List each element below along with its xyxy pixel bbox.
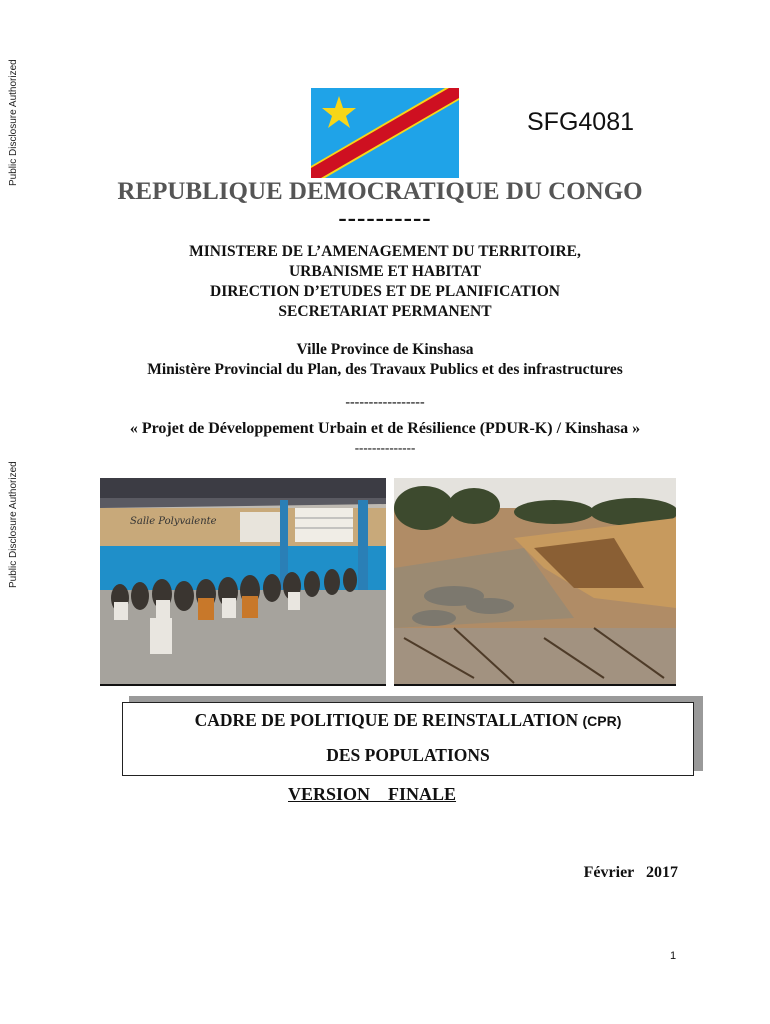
drc-flag-icon bbox=[311, 88, 459, 178]
erosion-gully-photo-icon bbox=[394, 478, 676, 686]
separator: ----------------- bbox=[345, 395, 425, 410]
document-date: Février 2017 bbox=[583, 864, 678, 881]
province-block bbox=[0, 340, 770, 380]
ministry-line: MINISTERE DE L’AMENAGEMENT DU TERRITOIRE, bbox=[189, 243, 581, 260]
ministry-line: DIRECTION D’ETUDES ET DE PLANIFICATION bbox=[210, 283, 560, 300]
version-label: VERSION FINALE bbox=[288, 784, 457, 804]
ministry-line: URBANISME ET HABITAT bbox=[288, 263, 482, 280]
separator: -------------- bbox=[354, 440, 416, 455]
page-number: 1 bbox=[670, 950, 677, 962]
title-acronym: (CPR) bbox=[582, 713, 622, 729]
community-meeting-photo-icon bbox=[100, 478, 386, 686]
province-line: Ville Province de Kinshasa bbox=[296, 341, 474, 358]
project-title: « Projet de Développement Urbain et de Résilience (PDUR-K) / Kinshasa » bbox=[129, 420, 641, 437]
wall-sign: Salle Polyvalente bbox=[130, 516, 217, 527]
disclosure-label-middle: Public Disclosure Authorized bbox=[8, 461, 19, 588]
separator: ---------- bbox=[338, 205, 432, 232]
title-box bbox=[122, 702, 694, 776]
title-main: CADRE DE POLITIQUE DE REINSTALLATION bbox=[194, 710, 579, 730]
ministry-line: SECRETARIAT PERMANENT bbox=[278, 303, 492, 320]
country-title: REPUBLIQUE DEMOCRATIQUE DU CONGO bbox=[117, 178, 643, 205]
province-line: Ministère Provincial du Plan, des Travaux Publics et des infrastructures bbox=[147, 361, 623, 378]
document-code: SFG4081 bbox=[527, 108, 635, 136]
disclosure-label-top: Public Disclosure Authorized bbox=[8, 59, 19, 186]
ministry-block bbox=[0, 242, 770, 322]
title-line-2: DES POPULATIONS bbox=[326, 745, 490, 765]
title-line-1 bbox=[123, 710, 693, 731]
